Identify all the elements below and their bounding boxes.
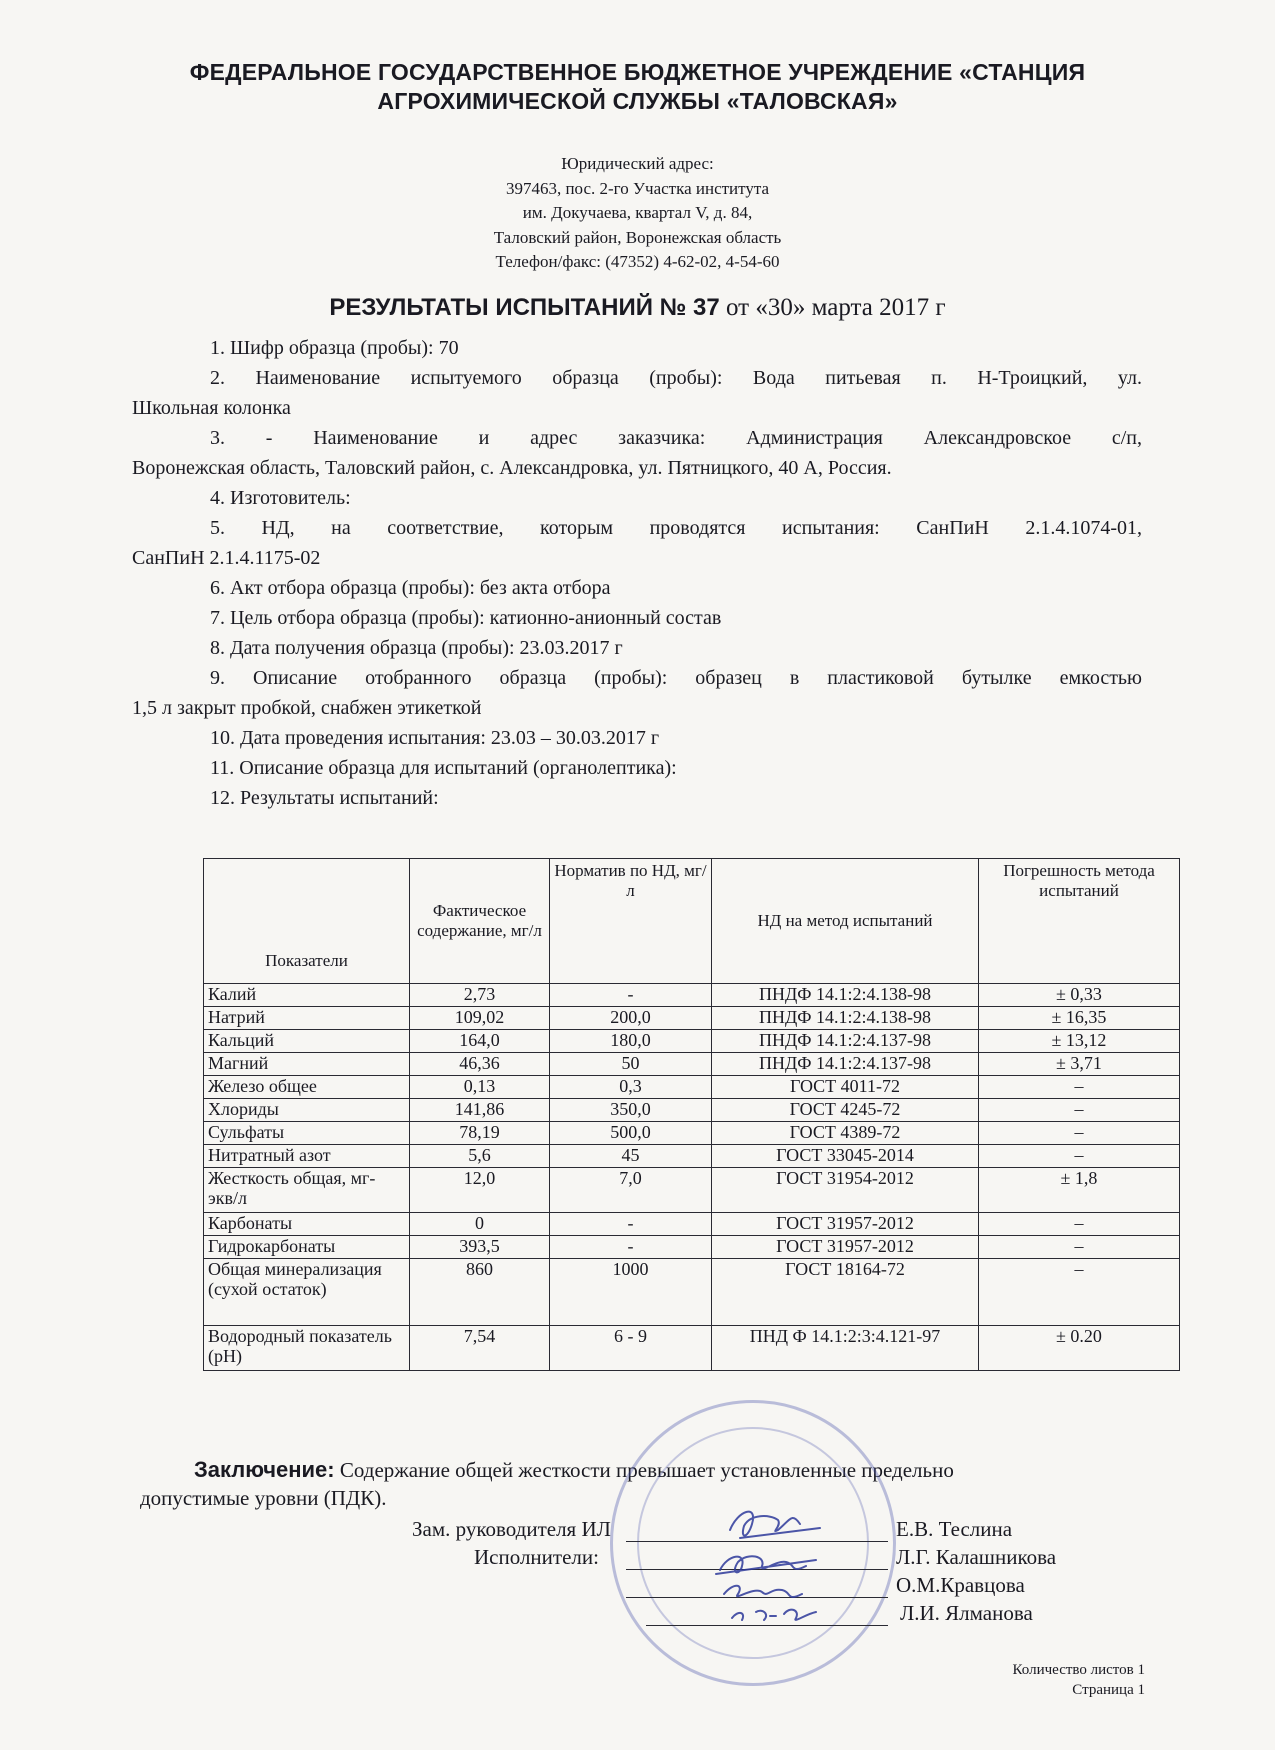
indicator-cell: Жесткость общая, мг-экв/л (204, 1168, 410, 1213)
list-item: 4. Изготовитель: (210, 487, 351, 509)
list-item: 10. Дата проведения испытания: 23.03 – 30.03.2017 г (210, 727, 660, 749)
test-info-list (132, 333, 1142, 813)
error-cell: – (979, 1213, 1180, 1236)
method-cell: ГОСТ 4011-72 (712, 1076, 979, 1099)
actual-value-cell: 393,5 (410, 1236, 550, 1259)
indicator-cell: Водородный показатель (рН) (204, 1326, 410, 1371)
error-cell: ± 3,71 (979, 1053, 1180, 1076)
table-row (204, 1122, 1180, 1145)
method-cell: ПНДФ 14.1:2:4.138-98 (712, 984, 979, 1007)
method-cell: ПНД Ф 14.1:2:3:4.121-97 (712, 1326, 979, 1371)
indicator-cell: Карбонаты (204, 1213, 410, 1236)
actual-value-cell: 164,0 (410, 1030, 550, 1053)
error-cell: – (979, 1145, 1180, 1168)
method-cell: ПНДФ 14.1:2:4.137-98 (712, 1053, 979, 1076)
organization-name (100, 58, 1175, 116)
norm-cell: 500,0 (550, 1122, 712, 1145)
method-cell: ГОСТ 31957-2012 (712, 1213, 979, 1236)
list-item: 7. Цель отбора образца (пробы): катионно-анионный состав (210, 607, 722, 629)
phone-line: Телефон/факс: (47352) 4-62-02, 4-54-60 (495, 252, 780, 271)
error-cell: – (979, 1259, 1180, 1326)
list-item: 9. Описание отобранного образца (пробы): образец в пластиковой бутылке емкостью 1,5 л закрыт пробкой, снабжен этикеткой (132, 667, 1142, 719)
method-cell: ПНДФ 14.1:2:4.137-98 (712, 1030, 979, 1053)
address-line: Таловский район, Воронежская область (493, 227, 782, 247)
actual-value-cell: 141,86 (410, 1099, 550, 1122)
performers-label: Исполнители: (474, 1545, 599, 1569)
title-number: РЕЗУЛЬТАТЫ ИСПЫТАНИЙ № 37 (329, 294, 720, 321)
column-header: Норматив по НД, мг/л (550, 859, 712, 984)
actual-value-cell: 12,0 (410, 1168, 550, 1213)
method-cell: ПНДФ 14.1:2:4.138-98 (712, 1007, 979, 1030)
norm-cell: 180,0 (550, 1030, 712, 1053)
actual-value-cell: 109,02 (410, 1007, 550, 1030)
column-header: Фактическое содержание, мг/л (410, 859, 550, 984)
results-table (203, 858, 1180, 1371)
conclusion-text: Содержание общей жесткости превышает установленные предельно (334, 1458, 954, 1482)
conclusion-label: Заключение: (194, 1457, 335, 1482)
list-item: 2. Наименование испытуемого образца (пробы): Вода питьевая п. Н-Троицкий, ул. Школьная колонка (132, 367, 1142, 419)
error-cell: ± 0.20 (979, 1326, 1180, 1371)
actual-value-cell: 0 (410, 1213, 550, 1236)
actual-value-cell: 7,54 (410, 1326, 550, 1371)
method-cell: ГОСТ 4245-72 (712, 1099, 979, 1122)
error-cell: – (979, 1236, 1180, 1259)
table-row (204, 1213, 1180, 1236)
page-number: Страница 1 (1072, 1682, 1145, 1698)
norm-cell: 1000 (550, 1259, 712, 1326)
actual-value-cell: 0,13 (410, 1076, 550, 1099)
table-row (204, 1007, 1180, 1030)
table-row (204, 1145, 1180, 1168)
error-cell: – (979, 1076, 1180, 1099)
title-date: от «30» марта 2017 г (719, 294, 946, 321)
performer-name: Л.Г. Калашникова (896, 1545, 1057, 1569)
indicator-cell: Сульфаты (204, 1122, 410, 1145)
address-line: Юридический адрес: (561, 154, 714, 173)
error-cell: ± 13,12 (979, 1030, 1180, 1053)
method-cell: ГОСТ 4389-72 (712, 1122, 979, 1145)
indicator-cell: Общая минерализация (сухой остаток) (204, 1259, 410, 1326)
actual-value-cell: 2,73 (410, 984, 550, 1007)
list-item: 6. Акт отбора образца (пробы): без акта отбора (210, 577, 611, 599)
norm-cell: 0,3 (550, 1076, 712, 1099)
norm-cell: 7,0 (550, 1168, 712, 1213)
column-header: Погрешность метода испытаний (979, 859, 1180, 984)
table-row (204, 1053, 1180, 1076)
table-header-row (204, 859, 1180, 984)
norm-cell: 45 (550, 1145, 712, 1168)
indicator-cell: Магний (204, 1053, 410, 1076)
handwritten-signatures (620, 1490, 920, 1640)
indicator-cell: Нитратный азот (204, 1145, 410, 1168)
indicator-cell: Калий (204, 984, 410, 1007)
legal-address (300, 152, 975, 275)
table-row (204, 1236, 1180, 1259)
table-row (204, 1099, 1180, 1122)
error-cell: – (979, 1122, 1180, 1145)
norm-cell: 6 - 9 (550, 1326, 712, 1371)
list-item: 12. Результаты испытаний: (210, 787, 439, 809)
performer-name: Л.И. Ялманова (900, 1601, 1033, 1625)
list-item: 11. Описание образца для испытаний (органолептика): (210, 757, 677, 779)
error-cell: ± 16,35 (979, 1007, 1180, 1030)
org-line-1: ФЕДЕРАЛЬНОЕ ГОСУДАРСТВЕННОЕ БЮДЖЕТНОЕ УЧРЕЖДЕНИЕ «СТАНЦИЯ (189, 59, 1086, 85)
document-title (100, 292, 1175, 324)
norm-cell: 350,0 (550, 1099, 712, 1122)
indicator-cell: Хлориды (204, 1099, 410, 1122)
norm-cell: - (550, 984, 712, 1007)
table-row (204, 1076, 1180, 1099)
org-line-2: АГРОХИМИЧЕСКОЙ СЛУЖБЫ «ТАЛОВСКАЯ» (377, 88, 898, 114)
results-body (204, 984, 1180, 1371)
actual-value-cell: 78,19 (410, 1122, 550, 1145)
table-row (204, 1326, 1180, 1371)
performer-name: О.М.Кравцова (896, 1573, 1025, 1597)
indicator-cell: Кальций (204, 1030, 410, 1053)
error-cell: ± 0,33 (979, 984, 1180, 1007)
column-header: НД на метод испытаний (712, 859, 979, 984)
norm-cell: - (550, 1236, 712, 1259)
address-line: им. Докучаева, квартал V, д. 84, (522, 203, 753, 222)
method-cell: ГОСТ 31957-2012 (712, 1236, 979, 1259)
table-row (204, 984, 1180, 1007)
indicator-cell: Гидрокарбонаты (204, 1236, 410, 1259)
table-row (204, 1030, 1180, 1053)
table-row (204, 1168, 1180, 1213)
method-cell: ГОСТ 31954-2012 (712, 1168, 979, 1213)
norm-cell: 200,0 (550, 1007, 712, 1030)
column-header: Показатели (204, 859, 410, 984)
error-cell: – (979, 1099, 1180, 1122)
actual-value-cell: 860 (410, 1259, 550, 1326)
deputy-name: Е.В. Теслина (896, 1517, 1013, 1541)
indicator-cell: Железо общее (204, 1076, 410, 1099)
method-cell: ГОСТ 18164-72 (712, 1259, 979, 1326)
list-item: 3. - Наименование и адрес заказчика: Администрация Александровское с/п, Воронежская область, Таловский район, с. Александровка, ул. Пятницкого, 40 А, Россия. (132, 427, 1142, 479)
error-cell: ± 1,8 (979, 1168, 1180, 1213)
list-item: 1. Шифр образца (пробы): 70 (210, 337, 459, 359)
table-row (204, 1259, 1180, 1326)
method-cell: ГОСТ 33045-2014 (712, 1145, 979, 1168)
sheets-count: Количество листов 1 (1012, 1662, 1145, 1678)
actual-value-cell: 5,6 (410, 1145, 550, 1168)
list-item: 8. Дата получения образца (пробы): 23.03.2017 г (210, 637, 623, 659)
conclusion-text-2: допустимые уровни (ПДК). (140, 1486, 387, 1510)
page-footer (1013, 1660, 1145, 1700)
deputy-label: Зам. руководителя ИЛ (412, 1517, 611, 1541)
address-line: 397463, пос. 2-го Участка института (505, 178, 770, 198)
norm-cell: 50 (550, 1053, 712, 1076)
norm-cell: - (550, 1213, 712, 1236)
list-item: 5. НД, на соответствие, которым проводятся испытания: СанПиН 2.1.4.1074-01, СанПиН 2.1.4.1175-02 (132, 517, 1142, 569)
indicator-cell: Натрий (204, 1007, 410, 1030)
actual-value-cell: 46,36 (410, 1053, 550, 1076)
